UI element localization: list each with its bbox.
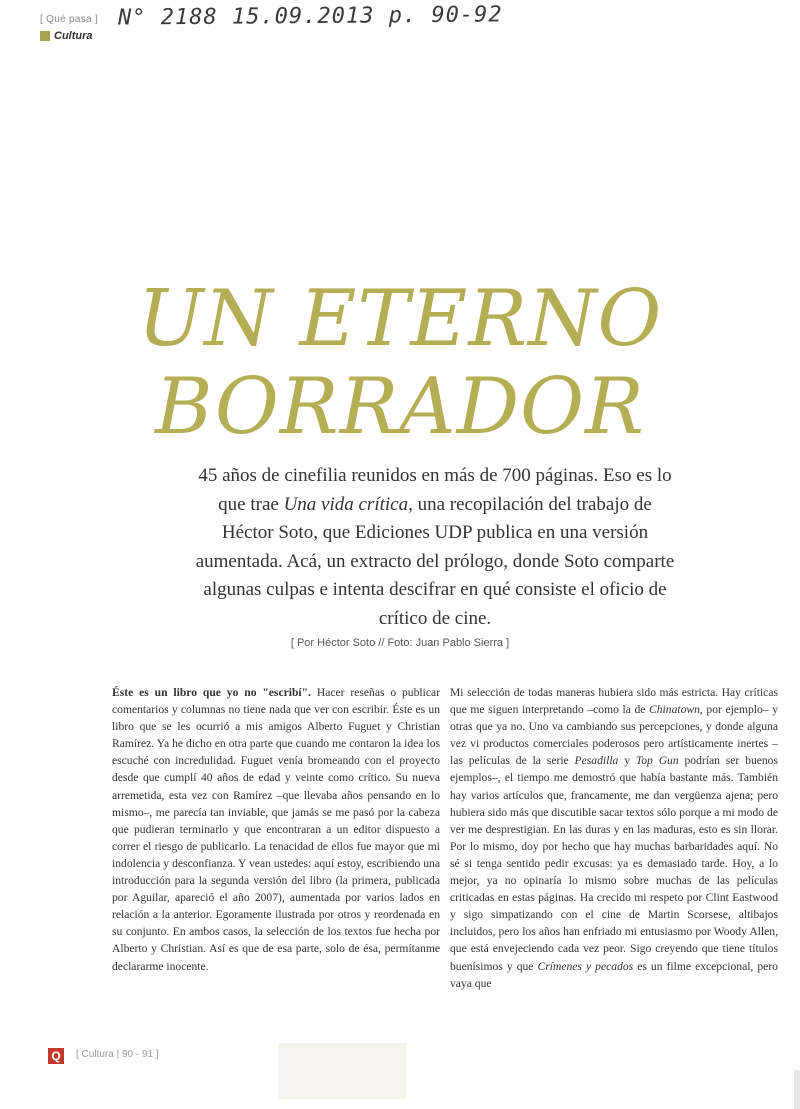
category-square-icon	[40, 31, 50, 41]
film-title-crimenes: Crímenes y pecados	[537, 959, 634, 973]
footer-badge: Q	[48, 1048, 64, 1064]
handwritten-annotation: N° 2188 15.09.2013 p. 90-92	[117, 2, 503, 31]
column-right	[450, 684, 778, 992]
title-line-2: BORRADOR	[155, 362, 645, 452]
col2-text-5: es un filme excepcional, pero vaya que	[450, 959, 778, 990]
deck-book-title: Una vida crítica	[283, 493, 409, 515]
column-right-paragraph	[450, 684, 778, 992]
lead-sentence: Éste es un libro que yo no "escribí".	[112, 686, 311, 699]
column-left-text: Hacer reseñas o publicar comentarios y columnas no tiene nada que ver con escribir. Éste es un libro que se les ocurrió a mis amigos Alberto Fuguet y Christian Ramírez. Ya he dicho en otra parte que cuando me contaron la idea los escuché con incredulidad. Fuguet venía bromeando con el proyecto desde que cumplí 40 años de edad y veinte como crítico. Su nueva arremetida, esta vez con Ramírez –que llevaba años pensando en lo mismo–, me parecía tan inviable, que jamás se me pasó por la cabeza que pudieran terminarlo y que encontraran a un editor dispuesto a correr el riesgo de publicarlo. La tenacidad de ellos fue mayor que mi indolencia y desconfianza. Y vean ustedes: aquí estoy, escribiendo una introducción para la segunda versión del libro (la primera, publicada por Aguilar, apareció el año 2007), aumentada por varios lados en relación a la anterior. Egoramente ilustrada por otros y reordenada en su conjunto. En ambos casos, la selección de los textos fue hecha por Alberto y Christian. Así es que de esa parte, solo de ésa, permítanme declararme inocente.	[112, 686, 440, 973]
film-title-pesadilla: Pesadilla	[574, 754, 619, 768]
col2-text-4: podrían ser buenos ejemplos–, el tiempo me demostró que había bastante más. También hay varios artículos que, francamente, me dan vergüenza ajena; pero hubiera sido más que discutible sacar textos sólo porque a mi modo de ver me desprestigian. En las duras y en las maduras, esto es sin llorar. Por lo mismo, doy por hecho que hay muchas barbaridades aquí. No sé si tenga sentido pedir excusas: ya es demasiado tarde. Hoy, a lo mejor, ya no opinaría lo mismo sobre muchas de las películas criticadas en estas páginas. Ha crecido mi respeto por Clint Eastwood y sigo simpatizando con el cine de Martin Scorsese, altibajos incluidos, pero los años han enfriado mi entusiasmo por Woody Allen, que está envejeciendo cada vez peor. Sigo creyendo que tiene títulos buenísimos y que	[450, 754, 778, 973]
section-label: [ Qué pasa ]	[40, 14, 99, 25]
col2-text-1: Mi selección de todas maneras hubiera sido más estricta. Hay críticas que me siguen interpretando –como la de	[450, 686, 778, 717]
category-text: Cultura	[54, 30, 93, 42]
category-label	[40, 30, 93, 42]
byline: [ Por Héctor Soto // Foto: Juan Pablo Sierra ]	[290, 637, 510, 649]
column-left	[112, 684, 440, 975]
scan-artifact	[278, 1043, 406, 1099]
col2-text-2: , por ejemplo– y otras que ya no. Uno va cambiando sus percepciones, y donde alguna vez vi productos comerciales poderosos pero artísticamente inertes –las películas de la serie	[450, 703, 778, 768]
title-line-1: UN ETERNO	[137, 274, 663, 364]
film-title-chinatown: Chinatown	[649, 703, 700, 717]
film-title-top-gun: Top Gun	[635, 754, 679, 768]
col2-text-3: y	[618, 754, 636, 768]
page-edge-shadow	[794, 1070, 800, 1109]
deck-text-1: 45 años de cinefilia reunidos en más de 700 páginas. Eso es lo que trae	[198, 465, 672, 515]
footer-folio: [ Cultura | 90 - 91 ]	[76, 1049, 159, 1060]
column-left-paragraph	[112, 684, 440, 975]
article-title	[0, 275, 800, 451]
deck-text-2: , una recopilación del trabajo de Héctor Soto, que Ediciones UDP publica en una versión aumentada. Acá, un extracto del prólogo, donde Soto comparte algunas culpas e intenta descifrar en qué consiste el oficio de crítico de cine.	[195, 493, 675, 629]
article-deck	[190, 462, 680, 633]
